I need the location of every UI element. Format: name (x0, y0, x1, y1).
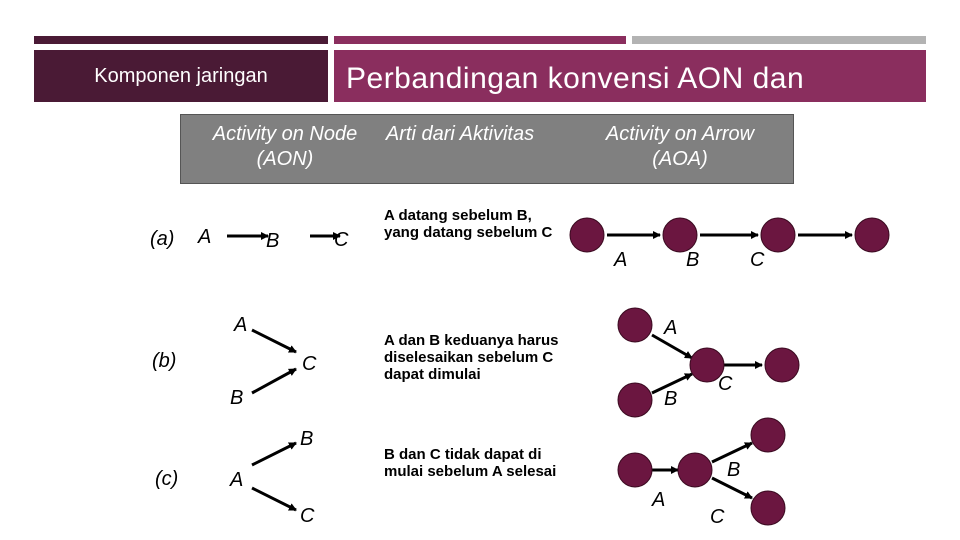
column-header-meaning: Arti dari Aktivitas (385, 123, 535, 145)
aon-b-node-a: A (234, 314, 248, 336)
aoa-b-event-1 (618, 308, 652, 342)
row-label-c: (c) (155, 468, 179, 490)
aon-c-node-c: C (300, 505, 315, 527)
section-label: Komponen jaringan (34, 50, 328, 102)
aon-c-node-b: B (300, 428, 314, 450)
aoa-c-event-4 (751, 491, 785, 525)
aon-a-node-a: A (198, 226, 212, 248)
aon-b-arrow-ac (252, 330, 296, 352)
aoa-c-event-3 (751, 418, 785, 452)
aoa-row-c (618, 418, 785, 528)
aon-a-node-c: C (334, 229, 349, 251)
aoa-b-label-b: B (664, 388, 678, 410)
row-label-b: (b) (152, 350, 177, 372)
aoa-row-b (618, 308, 799, 417)
aoa-row-a (570, 218, 889, 271)
aoa-a-label-a: A (614, 249, 628, 271)
description-b: A dan B keduanya harus diselesaikan sebelum C dapat dimulai (384, 332, 559, 383)
aon-row-b (230, 314, 317, 409)
aon-b-node-c: C (302, 353, 317, 375)
aon-c-node-a: A (230, 469, 244, 491)
aoa-a-event-1 (570, 218, 604, 252)
aoa-a-event-4 (855, 218, 889, 252)
aon-c-arrow-ab (252, 443, 296, 465)
column-header-aon: Activity on Node (AON) (212, 123, 358, 170)
aon-a-node-b: B (266, 230, 280, 252)
aoa-c-label-c: C (710, 506, 725, 528)
aoa-a-label-b: B (686, 249, 700, 271)
row-label-a: (a) (150, 228, 175, 250)
aon-row-c (229, 428, 315, 527)
aoa-c-event-2 (678, 453, 712, 487)
aoa-b-event-4 (765, 348, 799, 382)
page-title: Perbandingan konvensi AON dan (346, 62, 805, 95)
aoa-c-label-a: A (652, 489, 666, 511)
column-header-aoa: Activity on Arrow (AOA) (605, 123, 755, 170)
aoa-b-label-a: A (664, 317, 678, 339)
aon-b-arrow-bc (252, 369, 296, 393)
aoa-c-label-b: B (727, 459, 741, 481)
aoa-a-event-3 (761, 218, 795, 252)
aoa-a-label-c: C (750, 249, 765, 271)
aoa-b-event-2 (618, 383, 652, 417)
aoa-c-arrow-c (712, 478, 752, 498)
aoa-b-label-c: C (718, 373, 733, 395)
description-c: B dan C tidak dapat di mulai sebelum A selesai (384, 446, 557, 480)
aoa-a-event-2 (663, 218, 697, 252)
description-a: A datang sebelum B, yang datang sebelum C (384, 207, 553, 241)
aoa-c-event-1 (618, 453, 652, 487)
aon-b-node-b: B (230, 387, 244, 409)
aon-row-a (197, 226, 349, 252)
aon-c-arrow-ac (252, 488, 296, 510)
